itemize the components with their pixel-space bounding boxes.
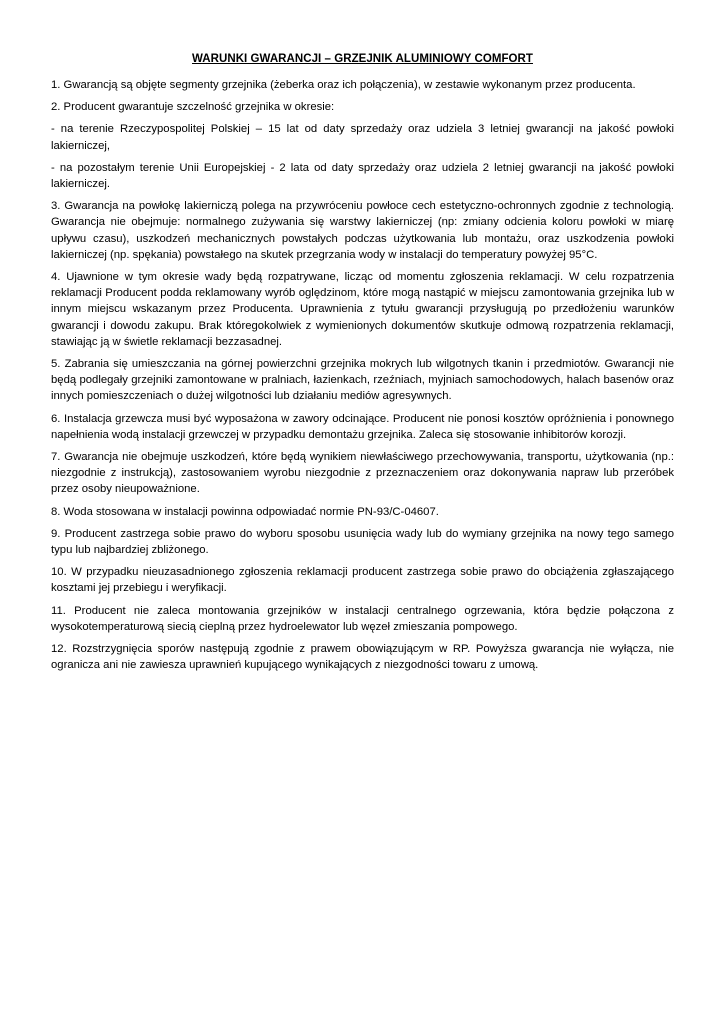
document-title: WARUNKI GWARANCJI – GRZEJNIK ALUMINIOWY COMFORT [192, 53, 533, 65]
paragraph-11: 11. Producent nie zaleca montowania grzejników w instalacji centralnego ogrzewania, która będzie połączona z wysokotemperaturową siecią cieplną przez hydroelewator lub węzeł zmieszania pompowego. [51, 604, 674, 633]
paragraph-3: 3. Gwarancja na powłokę lakierniczą polega na przywróceniu powłoce cech estetyczno-ochronnych zgodnie z technologią. Gwarancja nie obejmuje: normalnego zużywania się warstwy lakierniczej (np: zmiany odcienia koloru powłoki w miarę upływu czasu), uszkodzeń mechanicznych powstałych podczas użytkowania lub montażu, oraz uszkodzenia powłoki lakierniczej (np. spękania) powstałego na skutek przegrzania wody w instalacji do temperatury powyżej 95°C. [51, 200, 674, 261]
paragraph-1: 1. Gwarancją są objęte segmenty grzejnika (żeberka oraz ich połączenia), w zestawie wykonanym przez producenta. [51, 79, 636, 91]
paragraph-9: 9. Producent zastrzega sobie prawo do wyboru sposobu usunięcia wady lub do wymiany grzejnika na nowy tego samego typu lub najbardziej zbliżonego. [51, 527, 674, 557]
paragraph-8: 8. Woda stosowana w instalacji powinna odpowiadać normie PN-93/C-04607. [51, 505, 439, 518]
paragraph-10: 10. W przypadku nieuzasadnionego zgłoszenia reklamacji producent zastrzega sobie prawo do obciążenia zgłaszającego kosztami jej przebiegu i weryfikacji. [51, 566, 674, 595]
paragraph-2-poland: - na terenie Rzeczypospolitej Polskiej – 15 lat od daty sprzedaży oraz udziela 3 letniej gwarancji na jakość powłoki lakierniczej, [51, 123, 674, 152]
paragraph-5: 5. Zabrania się umieszczania na górnej powierzchni grzejnika mokrych lub wilgotnych tkanin i przedmiotów. Gwarancji nie będą podlegały grzejniki zamontowane w pralniach, łazienkach, rzeźniach, myjniach samochodowych, halach basenów oraz innych pomieszczeniach o dużej wilgotności lub działaniu mediów agresywnych. [51, 358, 674, 403]
paragraph-7: 7. Gwarancja nie obejmuje uszkodzeń, które będą wynikiem niewłaściwego przechowywania, transportu, użytkowania (np.: niezgodnie z instrukcją), zastosowaniem wyrobu niezgodnie z przeznaczeniem oraz dokonywania napraw lub przeróbek przez osoby nieupoważnione. [51, 451, 674, 496]
paragraph-12: 12. Rozstrzygnięcia sporów następują zgodnie z prawem obowiązującym w RP. Powyższa gwarancja nie wyłącza, nie ogranicza ani nie zawiesza uprawnień kupującego wynikających z niezgodności towaru z umową. [51, 643, 674, 672]
paragraph-4: 4. Ujawnione w tym okresie wady będą rozpatrywane, licząc od momentu zgłoszenia reklamacji. W celu rozpatrzenia reklamacji Producent podda reklamowany wyrób oględzinom, które mogą nastąpić w miejscu zamontowania grzejnika lub w innym miejscu wskazanym przez Producenta. Uprawnienia z tytułu gwarancji przysługują po przedłożeniu warunków gwarancji i dowodu zakupu. Brak któregokolwiek z wymienionych dokumentów skutkuje odmową rozpatrzenia reklamacji, stawiając ją w świetle reklamacji bezzasadnej. [51, 271, 674, 348]
paragraph-6: 6. Instalacja grzewcza musi być wyposażona w zawory odcinające. Producent nie ponosi kosztów opróżnienia i ponownego napełnienia wodą instalacji grzewczej w przypadku demontażu grzejnika. Zaleca się stosowanie inhibitorów korozji. [51, 412, 674, 441]
paragraph-2-eu: - na pozostałym terenie Unii Europejskiej - 2 lata od daty sprzedaży oraz udziela 2 letniej gwarancji na jakość powłoki lakierniczej. [51, 161, 674, 191]
paragraph-2: 2. Producent gwarantuje szczelność grzejnika w okresie: [51, 101, 335, 114]
